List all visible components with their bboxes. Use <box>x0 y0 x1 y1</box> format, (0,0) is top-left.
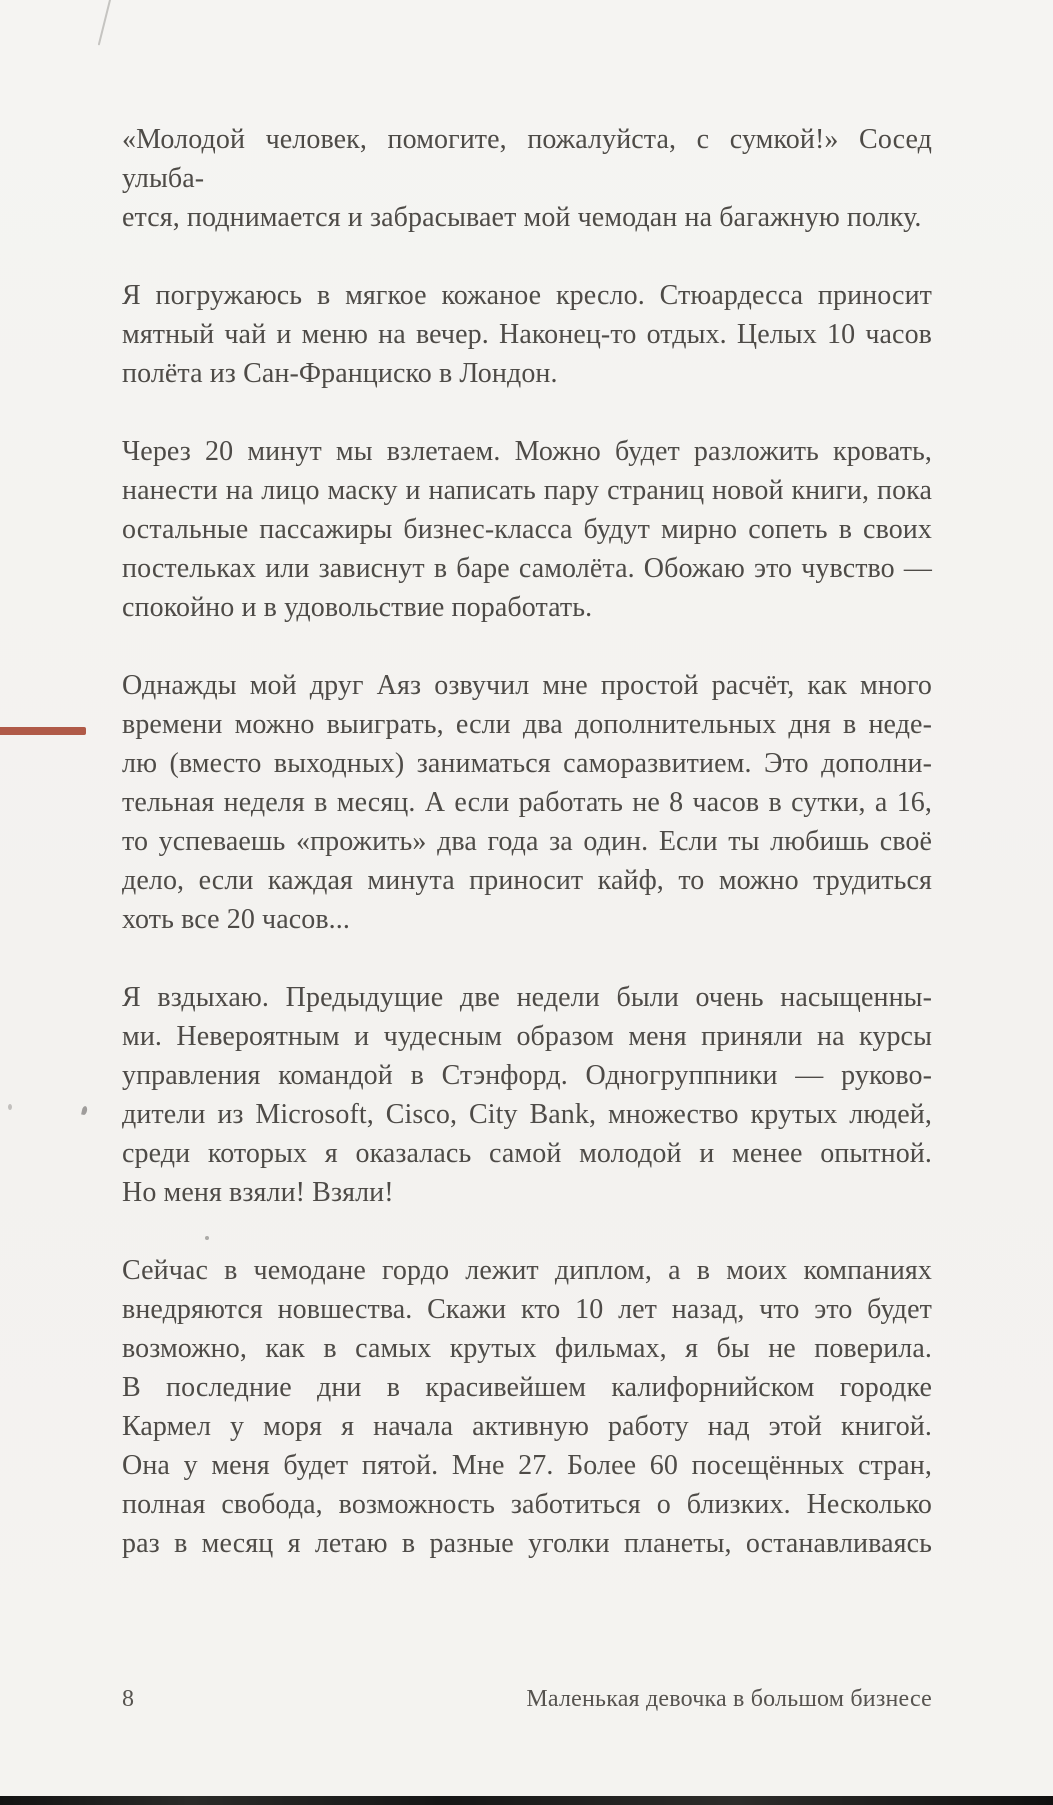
scan-edge-band <box>0 1796 1053 1805</box>
text-line: тельная неделя в месяц. А если работать не 8 часов в сутки, а 16, <box>122 787 932 818</box>
running-title: Маленькая девочка в большом бизнесе <box>526 1686 932 1712</box>
paragraph <box>122 978 932 1212</box>
paragraph <box>122 1251 932 1563</box>
text-line: полная свобода, возможность заботиться о близких. Несколько <box>122 1489 932 1520</box>
text-line: ется, поднимается и забрасывает мой чемодан на багажную полку. <box>122 202 922 233</box>
text-line: лю (вместо выходных) заниматься саморазвитием. Это дополни- <box>122 748 932 779</box>
text-line: Но меня взяли! Взяли! <box>122 1177 394 1208</box>
text-block <box>122 120 932 1563</box>
text-line: хоть все 20 часов... <box>122 904 350 935</box>
text-line: дело, если каждая минута приносит кайф, то можно трудиться <box>122 865 932 896</box>
text-line: ми. Невероятным и чудесным образом меня приняли на курсы <box>122 1021 932 1052</box>
text-line: В последние дни в красивейшем калифорнийском городке <box>122 1372 932 1403</box>
text-line: Я погружаюсь в мягкое кожаное кресло. Стюардесса приносит <box>122 280 932 311</box>
text-line: внедряются новшества. Скажи кто 10 лет назад, что это будет <box>122 1294 932 1325</box>
text-line: «Молодой человек, помогите, пожалуйста, с сумкой!» Сосед улыба- <box>122 124 932 194</box>
text-line: нанести на лицо маску и написать пару страниц новой книги, пока <box>122 475 932 506</box>
paragraph <box>122 276 932 393</box>
text-line: Кармел у моря я начала активную работу над этой книгой. <box>122 1411 932 1442</box>
page-footer <box>122 1686 932 1713</box>
text-line: остальные пассажиры бизнес-класса будут мирно сопеть в своих <box>122 514 932 545</box>
red-margin-line <box>0 727 86 735</box>
text-line: полёта из Сан-Франциско в Лондон. <box>122 358 558 389</box>
text-line: мятный чай и меню на вечер. Наконец-то отдых. Целых 10 часов <box>122 319 932 350</box>
page-number: 8 <box>122 1686 135 1712</box>
text-line: постельках или зависнут в баре самолёта. Обожаю это чувство — <box>122 553 932 584</box>
text-line: раз в месяц я летаю в разные уголки планеты, останавливаясь <box>122 1528 932 1559</box>
text-line: Я вздыхаю. Предыдущие две недели были очень насыщенны- <box>122 982 932 1013</box>
text-line: управления командой в Стэнфорд. Одногруппники — руково- <box>122 1060 932 1091</box>
text-line: дители из Microsoft, Cisco, City Bank, множество крутых людей, <box>122 1099 932 1130</box>
text-line: среди которых я оказалась самой молодой и менее опытной. <box>122 1138 932 1169</box>
text-line: Однажды мой друг Аяз озвучил мне простой расчёт, как много <box>122 670 932 701</box>
scan-speck-artifact <box>81 1106 88 1116</box>
scan-speck-artifact <box>205 1236 209 1240</box>
text-line: Сейчас в чемодане гордо лежит диплом, а в моих компаниях <box>122 1255 932 1286</box>
text-line: Она у меня будет пятой. Мне 27. Более 60 посещённых стран, <box>122 1450 932 1481</box>
scan-speck-artifact <box>8 1104 12 1110</box>
paragraph <box>122 666 932 939</box>
text-line: то успеваешь «прожить» два года за один. Если ты любишь своё <box>122 826 932 857</box>
scan-scratch-artifact <box>98 0 113 45</box>
paragraph <box>122 120 932 237</box>
text-line: спокойно и в удовольствие поработать. <box>122 592 593 623</box>
paragraph <box>122 432 932 627</box>
text-line: возможно, как в самых крутых фильмах, я бы не поверила. <box>122 1333 932 1364</box>
text-line: Через 20 минут мы взлетаем. Можно будет разложить кровать, <box>122 436 932 467</box>
text-line: времени можно выиграть, если два дополнительных дня в неде- <box>122 709 932 740</box>
